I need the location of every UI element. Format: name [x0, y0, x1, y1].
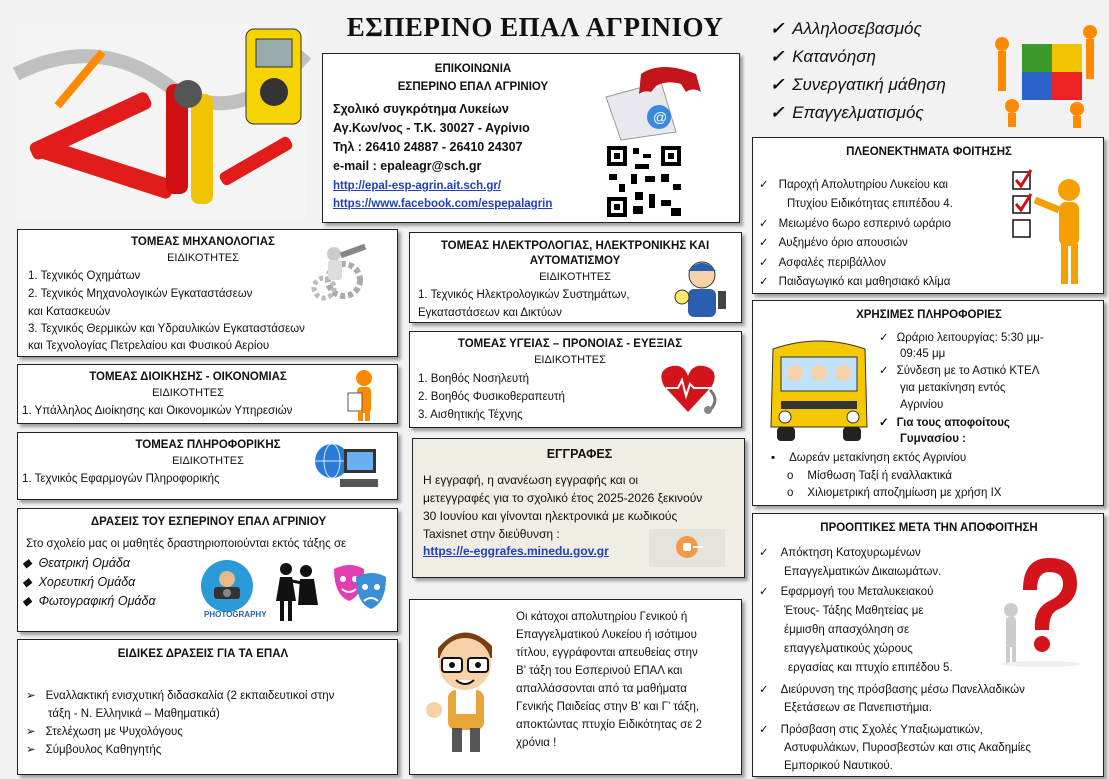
list-item: 3. Τεχνικός Θερμικών και Υδραυλικών Εγκαταστάσεων — [28, 323, 305, 335]
useful-info-item: για μετακίνηση εντός — [900, 382, 1006, 394]
value-item: ✓ Αλληλοσεβασμός — [770, 18, 922, 40]
prospect-item: έμμισθη απασχόληση σε — [784, 624, 910, 636]
prospect-text: Διεύρυνση της πρόσβασης μέσω Πανελλαδικών — [780, 684, 1025, 696]
advantage-item: ✓ Ασφαλές περιβάλλον — [759, 257, 887, 269]
student-character-icon — [420, 618, 508, 758]
e-eggrafes-link[interactable]: https://e-eggrafes.minedu.gov.gr — [423, 544, 609, 558]
school-bus-icon — [763, 329, 875, 447]
admin-heading: ΤΟΜΕΑΣ ΔΙΟΙΚΗΣΗΣ - ΟΙΚΟΝΟΜΙΑΣ — [89, 371, 287, 383]
useful-info-item: ✓ Για τους αποφοίτους — [879, 417, 1010, 429]
graduates-text: απαλλάσσονται από τα μαθήματα — [516, 683, 687, 695]
qr-code-icon — [605, 144, 683, 219]
admin-subheading: ΕΙΔΙΚΟΤΗΤΕΣ — [152, 387, 224, 399]
puzzle-people-image — [982, 14, 1102, 129]
mechanical-sector-panel — [17, 229, 398, 357]
advantage-item: ✓ Μειωμένο 6ωρο εσπερινό ωράριο — [759, 218, 951, 230]
health-sector-panel — [409, 331, 742, 428]
list-item: 1. Τεχνικός Ηλεκτρολογικών Συστημάτων, — [418, 289, 630, 301]
list-item: και Κατασκευών — [28, 306, 111, 318]
prospect-item: ✓ Πρόσβαση στις Σχολές Υπαξιωματικών, — [759, 724, 983, 736]
activity-group-label: Χορευτική Ομάδα — [38, 575, 136, 589]
health-heading: ΤΟΜΕΑΣ ΥΓΕΙΑΣ – ΠΡΟΝΟΙΑΣ - ΕΥΕΞΙΑΣ — [457, 338, 683, 350]
prospect-item: εργασίας και πτυχίο επιπέδου 5. — [788, 662, 953, 674]
school-website-link[interactable]: http://epal-esp-agrin.ait.sch.gr/ — [333, 180, 502, 192]
facebook-link[interactable]: https://www.facebook.com/espepalagrin — [333, 198, 553, 210]
advantage-text: Ασφαλές περιβάλλον — [778, 257, 887, 269]
informatics-subheading: ΕΙΔΙΚΟΤΗΤΕΣ — [172, 455, 244, 467]
special-action-item: ➢ Εναλλακτική ενισχυτική διδασκαλία (2 εκπαιδευτικοί στην — [26, 690, 335, 702]
mechanical-subheading: ΕΙΔΙΚΟΤΗΤΕΣ — [167, 252, 239, 264]
registrations-text: 30 Ιουνίου και γίνονται ηλεκτρονικά με κωδικούς — [423, 509, 678, 523]
prospect-text: Πρόσβαση στις Σχολές Υπαξιωματικών, — [780, 724, 983, 736]
electrician-icon — [672, 257, 732, 319]
useful-info-text: Ωράριο λειτουργίας: 5:30 μμ- — [896, 332, 1044, 344]
advantage-text: Παιδαγωγικό και μαθησιακό κλίμα — [778, 276, 951, 288]
special-actions-panel — [17, 639, 398, 775]
activity-group-label: Φωτογραφική Ομάδα — [38, 594, 156, 608]
electrical-heading-text: ΤΟΜΕΑΣ ΗΛΕΚΤΡΟΛΟΓΙΑΣ, ΗΛΕΚΤΡΟΝΙΚΗΣ ΚΑΙ ΑΥΤΟΜΑΤΙΣΜΟΥ — [440, 240, 710, 267]
value-item: ✓ Κατανόηση — [770, 46, 876, 68]
prospects-heading: ΠΡΟΟΠΤΙΚΕΣ ΜΕΤΑ ΤΗΝ ΑΠΟΦΟΙΤΗΣΗ — [820, 522, 1038, 534]
dancers-icon — [270, 561, 320, 623]
photography-icon — [198, 557, 267, 619]
useful-info-item: o Χιλιομετρική αποζημίωση με χρήση ΙΧ — [787, 487, 1002, 499]
mail-phone-icon — [601, 62, 716, 142]
prospects-panel — [752, 513, 1104, 777]
admin-sector-panel — [17, 364, 398, 424]
activity-group-label: Θεατρική Ομάδα — [38, 556, 130, 570]
list-item: 1. Βοηθός Νοσηλευτή — [418, 373, 530, 385]
question-mark-icon — [993, 550, 1088, 668]
list-item: Εγκαταστάσεων και Δικτύων — [418, 307, 562, 319]
actions-heading: ΔΡΑΣΕΙΣ ΤΟΥ ΕΣΠΕΡΙΝΟΥ ΕΠΑΛ ΑΓΡΙΝΙΟΥ — [90, 516, 327, 528]
useful-info-item: Γυμνασίου : — [900, 433, 966, 445]
advantage-item: ✓ Παροχή Απολυτηρίου Λυκείου και — [759, 179, 948, 191]
special-action-text: Στελέχωση με Ψυχολόγους — [45, 726, 183, 738]
contact-heading: ΕΠΙΚΟΙΝΩΝΙΑ — [434, 63, 512, 75]
activity-group-item: ◆ Φωτογραφική Ομάδα — [22, 594, 156, 608]
tools-image — [16, 24, 306, 220]
special-action-text: Εναλλακτική ενισχυτική διδασκαλία (2 εκπαιδευτικοί στην — [45, 690, 335, 702]
prospect-item: Αστυφυλάκων, Πυροσβεστών και στις Ακαδημίες — [784, 742, 1031, 754]
useful-info-item: o Μίσθωση Ταξί ή εναλλακτικά — [787, 470, 952, 482]
informatics-heading: ΤΟΜΕΑΣ ΠΛΗΡΟΦΟΡΙΚΗΣ — [135, 439, 281, 451]
special-action-item: ➢ Στελέχωση με Ψυχολόγους — [26, 726, 183, 738]
advantage-text: Μειωμένο 6ωρο εσπερινό ωράριο — [778, 218, 951, 230]
advantage-text: Αυξημένο όριο απουσιών — [778, 237, 908, 249]
value-item: ✓ Συνεργατική μάθηση — [770, 74, 946, 96]
useful-info-item: ▪ Δωρεάν μετακίνηση εκτός Αγρινίου — [771, 452, 967, 464]
electrical-subheading: ΕΙΔΙΚΟΤΗΤΕΣ — [539, 271, 611, 283]
useful-info-item: Αγρινίου — [900, 399, 944, 411]
useful-info-item: 09:45 μμ — [900, 348, 946, 360]
prospect-item: Εξετάσεων σε Πανεπιστήμια. — [784, 702, 932, 714]
photography-label: PHOTOGRAPHY — [204, 610, 267, 619]
registrations-panel — [412, 438, 745, 578]
informatics-sector-panel — [17, 432, 398, 500]
prospect-item: ✓ Διεύρυνση της πρόσβασης μέσω Πανελλαδικών — [759, 684, 1025, 696]
advantages-panel — [752, 137, 1104, 294]
heart-stethoscope-icon — [658, 360, 720, 416]
useful-info-text: Δωρεάν μετακίνηση εκτός Αγρινίου — [789, 452, 967, 464]
registrations-text: μετεγγραφές για το σχολικό έτος 2025-2026 ξεκινούν — [423, 491, 703, 505]
prospect-item: επαγγελματικούς χώρους — [784, 643, 913, 655]
useful-info-item: ✓ Ωράριο λειτουργίας: 5:30 μμ- — [879, 332, 1044, 344]
useful-info-heading: ΧΡΗΣΙΜΕΣ ΠΛΗΡΟΦΟΡΙΕΣ — [856, 309, 1002, 321]
advantages-heading: ΠΛΕΟΝΕΚΤΗΜΑΤΑ ΦΟΙΤΗΣΗΣ — [846, 146, 1012, 158]
advantage-text: Παροχή Απολυτηρίου Λυκείου και — [778, 179, 948, 191]
checklist-person-icon — [1011, 168, 1101, 288]
prospect-text: Εφαρμογή του Μεταλυκειακού — [780, 586, 934, 598]
graduates-text: Γενικής Παιδείας στην Β’ και Γ’ τάξη, — [516, 701, 700, 713]
key-icon — [649, 529, 725, 567]
contact-address: Αγ.Κων/νος - Τ.Κ. 30027 - Αγρίνιο — [333, 121, 530, 135]
graduates-text: χρόνια ! — [516, 737, 557, 749]
prospect-item: Έτους- Τάξης Μαθητείας με — [784, 605, 924, 617]
list-item: και Τεχνολογίας Πετρελαίου και Φυσικού Αερίου — [28, 340, 270, 352]
activity-group-item: ◆ Χορευτική Ομάδα — [22, 575, 136, 589]
contact-phone: Τηλ : 26410 24887 - 26410 24307 — [333, 140, 523, 154]
contact-complex: Σχολικό συγκρότημα Λυκείων — [333, 102, 509, 116]
advantage-item: Πτυχίου Ειδικότητας επιπέδου 4. — [787, 198, 953, 210]
values-list — [770, 18, 960, 130]
page-title: ΕΣΠΕΡΙΝΟ ΕΠΑΛ ΑΓΡΙΝΙΟΥ — [346, 12, 724, 42]
list-item: 1. Τεχνικός Εφαρμογών Πληροφορικής — [22, 473, 220, 485]
registrations-heading: ΕΓΓΡΑΦΕΣ — [546, 447, 613, 461]
advantage-item: ✓ Παιδαγωγικό και μαθησιακό κλίμα — [759, 276, 951, 288]
registrations-text: Η εγγραφή, η ανανέωση εγγραφής και οι — [423, 473, 639, 487]
gears-worker-icon — [304, 240, 372, 302]
electrical-sector-panel — [409, 232, 742, 323]
useful-info-item: ✓ Σύνδεση με το Αστικό ΚΤΕΛ — [879, 365, 1040, 377]
health-subheading: ΕΙΔΙΚΟΤΗΤΕΣ — [534, 354, 606, 366]
graduates-panel — [409, 599, 742, 775]
prospect-item: Επαγγελματικών Δικαιωμάτων. — [784, 566, 942, 578]
actions-intro: Στο σχολείο μας οι μαθητές δραστηριοποιούνται εκτός τάξης σε — [26, 538, 347, 550]
list-item: 3. Αισθητικής Τέχνης — [418, 409, 523, 421]
graduates-text: Β’ τάξη του Εσπερινού ΕΠΑΛ και — [516, 665, 683, 677]
prospect-item: Εμπορικού Ναυτικού. — [784, 760, 893, 772]
mechanical-heading: ΤΟΜΕΑΣ ΜΗΧΑΝΟΛΟΓΙΑΣ — [131, 236, 275, 248]
prospect-item: ✓ Απόκτηση Κατοχυρωμένων — [759, 547, 921, 559]
graduates-text: αποκτώντας πτυχίο Ειδικότητας σε 2 — [516, 719, 702, 731]
computer-globe-icon — [310, 437, 380, 495]
list-item: 1. Τεχνικός Οχημάτων — [28, 270, 141, 282]
useful-info-text: Για τους αποφοίτους — [896, 417, 1010, 429]
useful-info-panel — [752, 300, 1104, 506]
svg-text:@: @ — [653, 109, 668, 125]
special-action-text: Σύμβουλος Καθηγητής — [45, 744, 162, 756]
activity-group-item: ◆ Θεατρική Ομάδα — [22, 556, 130, 570]
advantage-item: ✓ Αυξημένο όριο απουσιών — [759, 237, 908, 249]
graduates-text: τίτλου, εγγράφονται απευθείας στην — [516, 647, 698, 659]
list-item: 1. Υπάλληλος Διοίκησης και Οικονομικών Υπηρεσιών — [22, 405, 293, 417]
prospect-item: ✓ Εφαρμογή του Μεταλυκειακού — [759, 586, 934, 598]
registrations-text: Taxisnet στην διεύθυνση : — [423, 527, 560, 541]
list-item: 2. Βοηθός Φυσικοθεραπευτή — [418, 391, 565, 403]
special-actions-heading: ΕΙΔΙΚΕΣ ΔΡΑΣΕΙΣ ΓΙΑ ΤΑ ΕΠΑΛ — [117, 648, 289, 660]
graduates-text: Επαγγελματικού Λυκείου ή ισότιμου — [516, 629, 697, 641]
contact-school: ΕΣΠΕΡΙΝΟ ΕΠΑΛ ΑΓΡΙΝΙΟΥ — [397, 81, 549, 93]
actions-panel — [17, 508, 398, 632]
contact-panel — [322, 53, 740, 223]
theatre-masks-icon — [330, 561, 390, 615]
useful-info-text: Σύνδεση με το Αστικό ΚΤΕΛ — [896, 365, 1040, 377]
graduates-text: Οι κάτοχοι απολυτηρίου Γενικού ή — [516, 611, 688, 623]
contact-email: e-mail : epaleagr@sch.gr — [333, 159, 482, 173]
office-worker-icon — [344, 369, 384, 421]
special-action-item: τάξη - Ν. Ελληνικά – Μαθηματικά) — [48, 708, 220, 720]
useful-info-text: Μίσθωση Ταξί ή εναλλακτικά — [807, 470, 952, 482]
value-item: ✓ Επαγγελματισμός — [770, 102, 924, 124]
useful-info-text: Χιλιομετρική αποζημίωση με χρήση ΙΧ — [807, 487, 1002, 499]
special-action-item: ➢ Σύμβουλος Καθηγητής — [26, 744, 162, 756]
list-item: 2. Τεχνικός Μηχανολογικών Εγκαταστάσεων — [28, 288, 253, 300]
prospect-text: Απόκτηση Κατοχυρωμένων — [780, 547, 921, 559]
